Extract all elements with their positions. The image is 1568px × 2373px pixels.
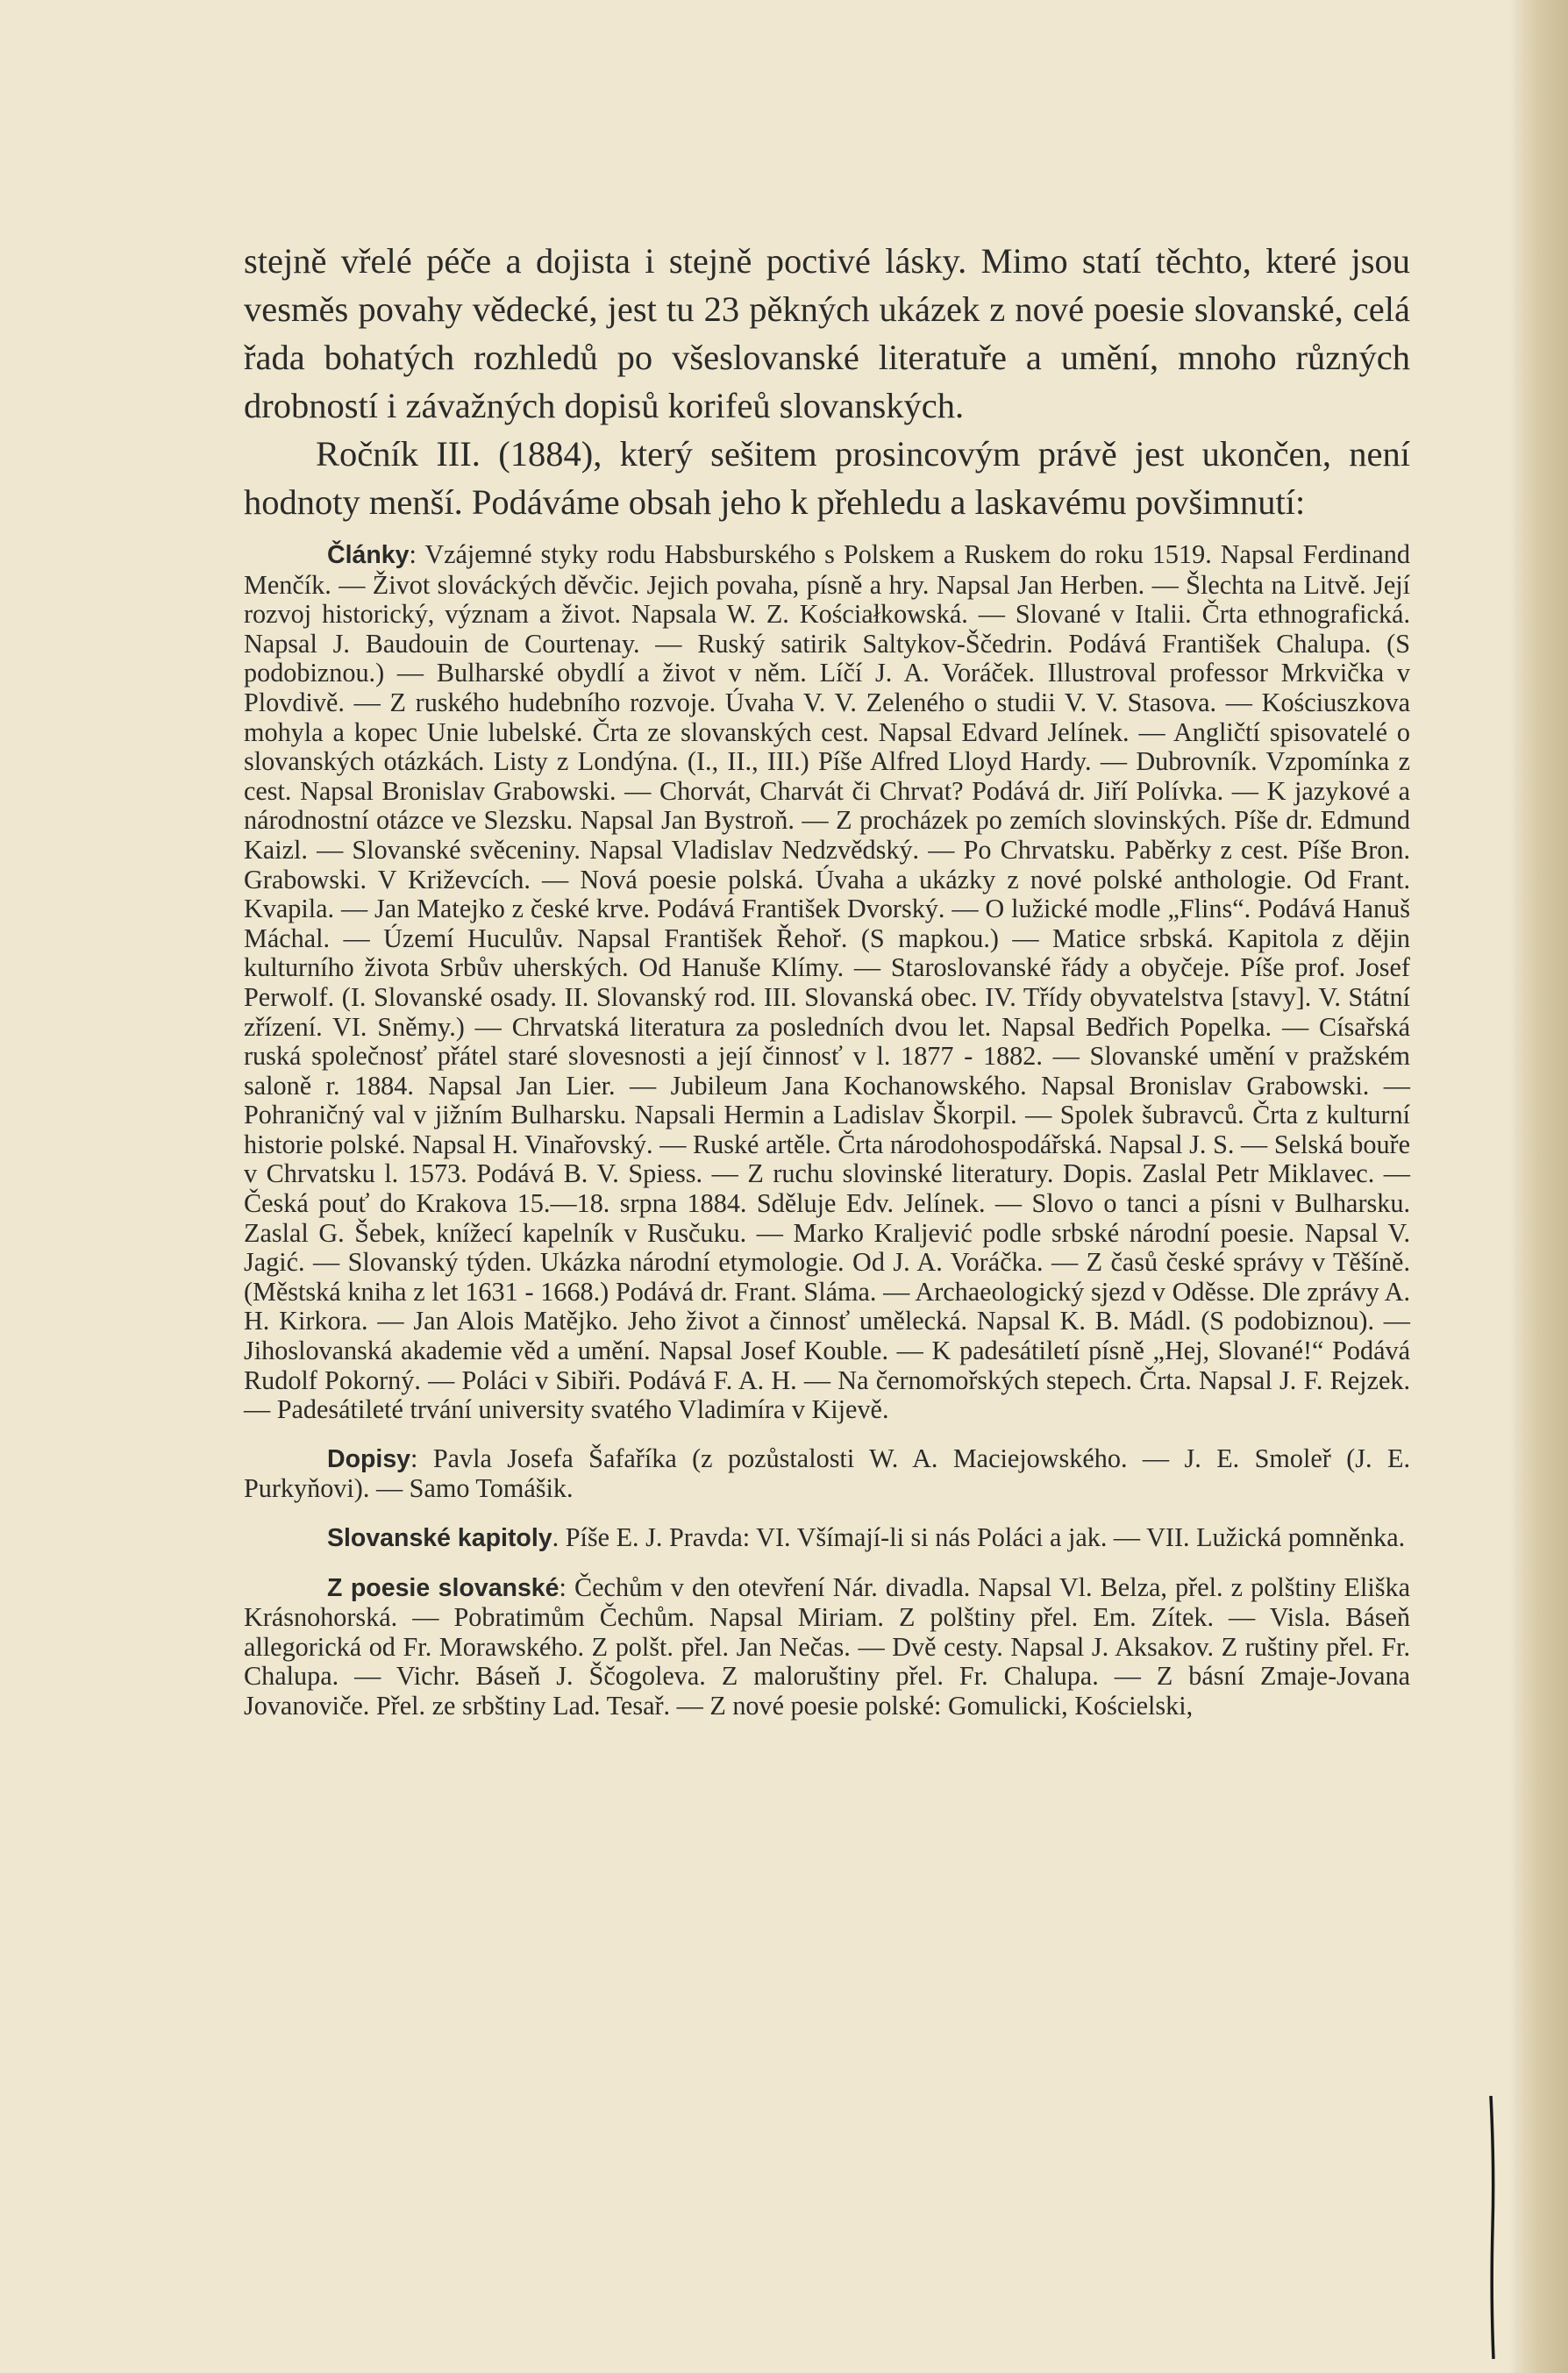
page-gutter-shadow [1510,0,1519,2373]
section-label: Z poesie slovanské [327,1573,559,1602]
section-label: Články [327,541,410,569]
contents-poetry [244,1573,1410,1721]
table-of-contents [244,540,1410,1721]
section-label: Slovanské kapitoly [327,1524,552,1552]
section-text: . Píše E. J. Pravda: VI. Všímají-li si nás Poláci a jak. — VII. Lužická pomněnka. [552,1522,1406,1552]
page-edge [1519,0,1568,2373]
intro-paragraph: Ročník III. (1884), který sešitem prosincovým právě jest ukončen, není hodnoty menší. Podáváme obsah jeho k přehledu a laskavému povšimnutí: [244,434,1410,522]
intro-section [244,237,1410,526]
binding-mark [1489,2096,1495,2359]
page-body [244,237,1410,1737]
intro-paragraph: stejně vřelé péče a dojista i stejně poctivé lásky. Mimo statí těchto, které jsou vesměs povahy vědecké, jest tu 23 pěkných ukázek z nové poesie slovanské, celá řada bohatých rozhledů po všeslovanské literatuře a umění, mnoho různých drobností i závažných dopisů korifeů slovanských. [244,241,1410,425]
section-text: : Pavla Josefa Šafaříka (z pozůstalosti W. A. Maciejowského. — J. E. Smoleř (J. E. Purkyňovi). — Samo Tomášik. [244,1443,1410,1504]
section-label: Dopisy [327,1444,411,1473]
section-text: : Vzájemné styky rodu Habsburského s Polskem a Ruskem do roku 1519. Napsal Ferdinand Menčík. — Život slováckých děvčic. Jejich povaha, písně a hry. Napsal Jan Herben. — Šlechta na Litvě. Její rozvoj historický, význam a život. Napsala W. Z. Kościałkowská. — Slované v Italii. Črta ethnografická. Napsal J. Baudouin de Courtenay. — Ruský satirik Saltykov-Ščedrin. Podává František Chalupa. (S podobiznou.) — Bulharské obydlí a život v něm. Líčí J. A. Voráček. Illustroval professor Mrkvička v Plovdivě. — Z ruského hudebního rozvoje. Úvaha V. V. Zeleného o studii V. V. Stasova. — Kościuszkova mohyla a kopec Unie lubelské. Črta ze slovanských cest. Napsal Edvard Jelínek. — Angličtí spisovatelé o slovanských otázkách. Listy z Londýna. (I., II., III.) Píše Alfred Lloyd Hardy. — Dubrovník. Vzpomínka z cest. Napsal Bronislav Grabowski. — Chorvát, Charvát či Chrvat? Podává dr. Jiří Polívka. — K jazykové a národnostní otázce ve Slezsku. Napsal Jan Bystroň. — Z procházek po zemích slovinských. Píše dr. Edmund Kaizl. — Slovanské svěceniny. Napsal Vladislav Nedzvědský. — Po Chrvatsku. Paběrky z cest. Píše Bron. Grabowski. V Križevcích. — Nová poesie polská. Úvaha a ukázky z nové polské anthologie. Od Frant. Kvapila. — Jan Matejko z české krve. Podává František Dvorský. — O lužické modle „Flins“. Podává Hanuš Máchal. — Území Huculův. Napsal František Řehoř. (S mapkou.) — Matice srbská. Kapitola z dějin kulturního života Srbův uherských. Od Hanuše Klímy. — Staroslovanské řády a obyčeje. Píše prof. Josef Perwolf. (I. Slovanské osady. II. Slovanský rod. III. Slovanská obec. IV. Třídy obyvatelstva [stavy]. V. Státní zřízení. VI. Sněmy.) — Chrvatská literatura za posledních dvou let. Napsal Bedřich Popelka. — Císařská ruská společnosť přátel staré slovesnosti a její činnosť v l. 1877 - 1882. — Slovanské umění v pražském saloně r. 1884. Napsal Jan Lier. — Jubileum Jana Kochanowského. Napsal Bronislav Grabowski. — Pohraničný val v jižním Bulharsku. Napsali Hermin a Ladislav Škorpil. — Spolek šubravců. Črta z kulturní historie polské. Napsal H. Vinařovský. — Ruské artěle. Črta národohospodářská. Napsal J. S. — Selská bouře v Chrvatsku l. 1573. Podává B. V. Spiess. — Z ruchu slovinské literatury. Dopis. Zaslal Petr Miklavec. — Česká pouť do Krakova 15.—18. srpna 1884. Sděluje Edv. Jelínek. — Slovo o tanci a písni v Bulharsku. Zaslal G. Šebek, knížecí kapelník v Rusčuku. — Marko Kraljević podle srbské národní poesie. Napsal V. Jagić. — Slovanský týden. Ukázka národní etymologie. Od J. A. Voráčka. — Z časů české správy v Těšíně. (Městská kniha z let 1631 - 1668.) Podává dr. Frant. Sláma. — Archaeologický sjezd v Oděsse. Dle zprávy A. H. Kirkora. — Jan Alois Matějko. Jeho život a činnosť umělecká. Napsal K. B. Mádl. (S podobiznou). — Jihoslovanská akademie věd a umění. Napsal Josef Kouble. — K padesátiletí písně „Hej, Slované!“ Podává Rudolf Pokorný. — Poláci v Sibiři. Podává F. A. H. — Na černomořských stepech. Črta. Napsal J. F. Rejzek. — Padesátileté trvání university svatého Vladimíra v Kijevě. [244,539,1410,1425]
section-text: : Čechům v den otevření Nár. divadla. Napsal Vl. Belza, přel. z polštiny Eliška Krásnohorská. — Pobratimům Čechům. Napsal Miriam. Z polštiny přel. Em. Zítek. — Visla. Báseň allegorická od Fr. Morawského. Z polšt. přel. Jan Nečas. — Dvě cesty. Napsal J. Aksakov. Z ruštiny přel. Fr. Chalupa. — Vichr. Báseň J. Ščogoleva. Z maloruštiny přel. Fr. Chalupa. — Z básní Zmaje-Jovana Jovanoviče. Přel. ze srbštiny Lad. Tesař. — Z nové poesie polské: Gomulicki, Kościelski, [244,1571,1411,1721]
contents-articles [244,540,1410,1425]
contents-chapters [244,1523,1410,1554]
contents-letters [244,1444,1410,1504]
